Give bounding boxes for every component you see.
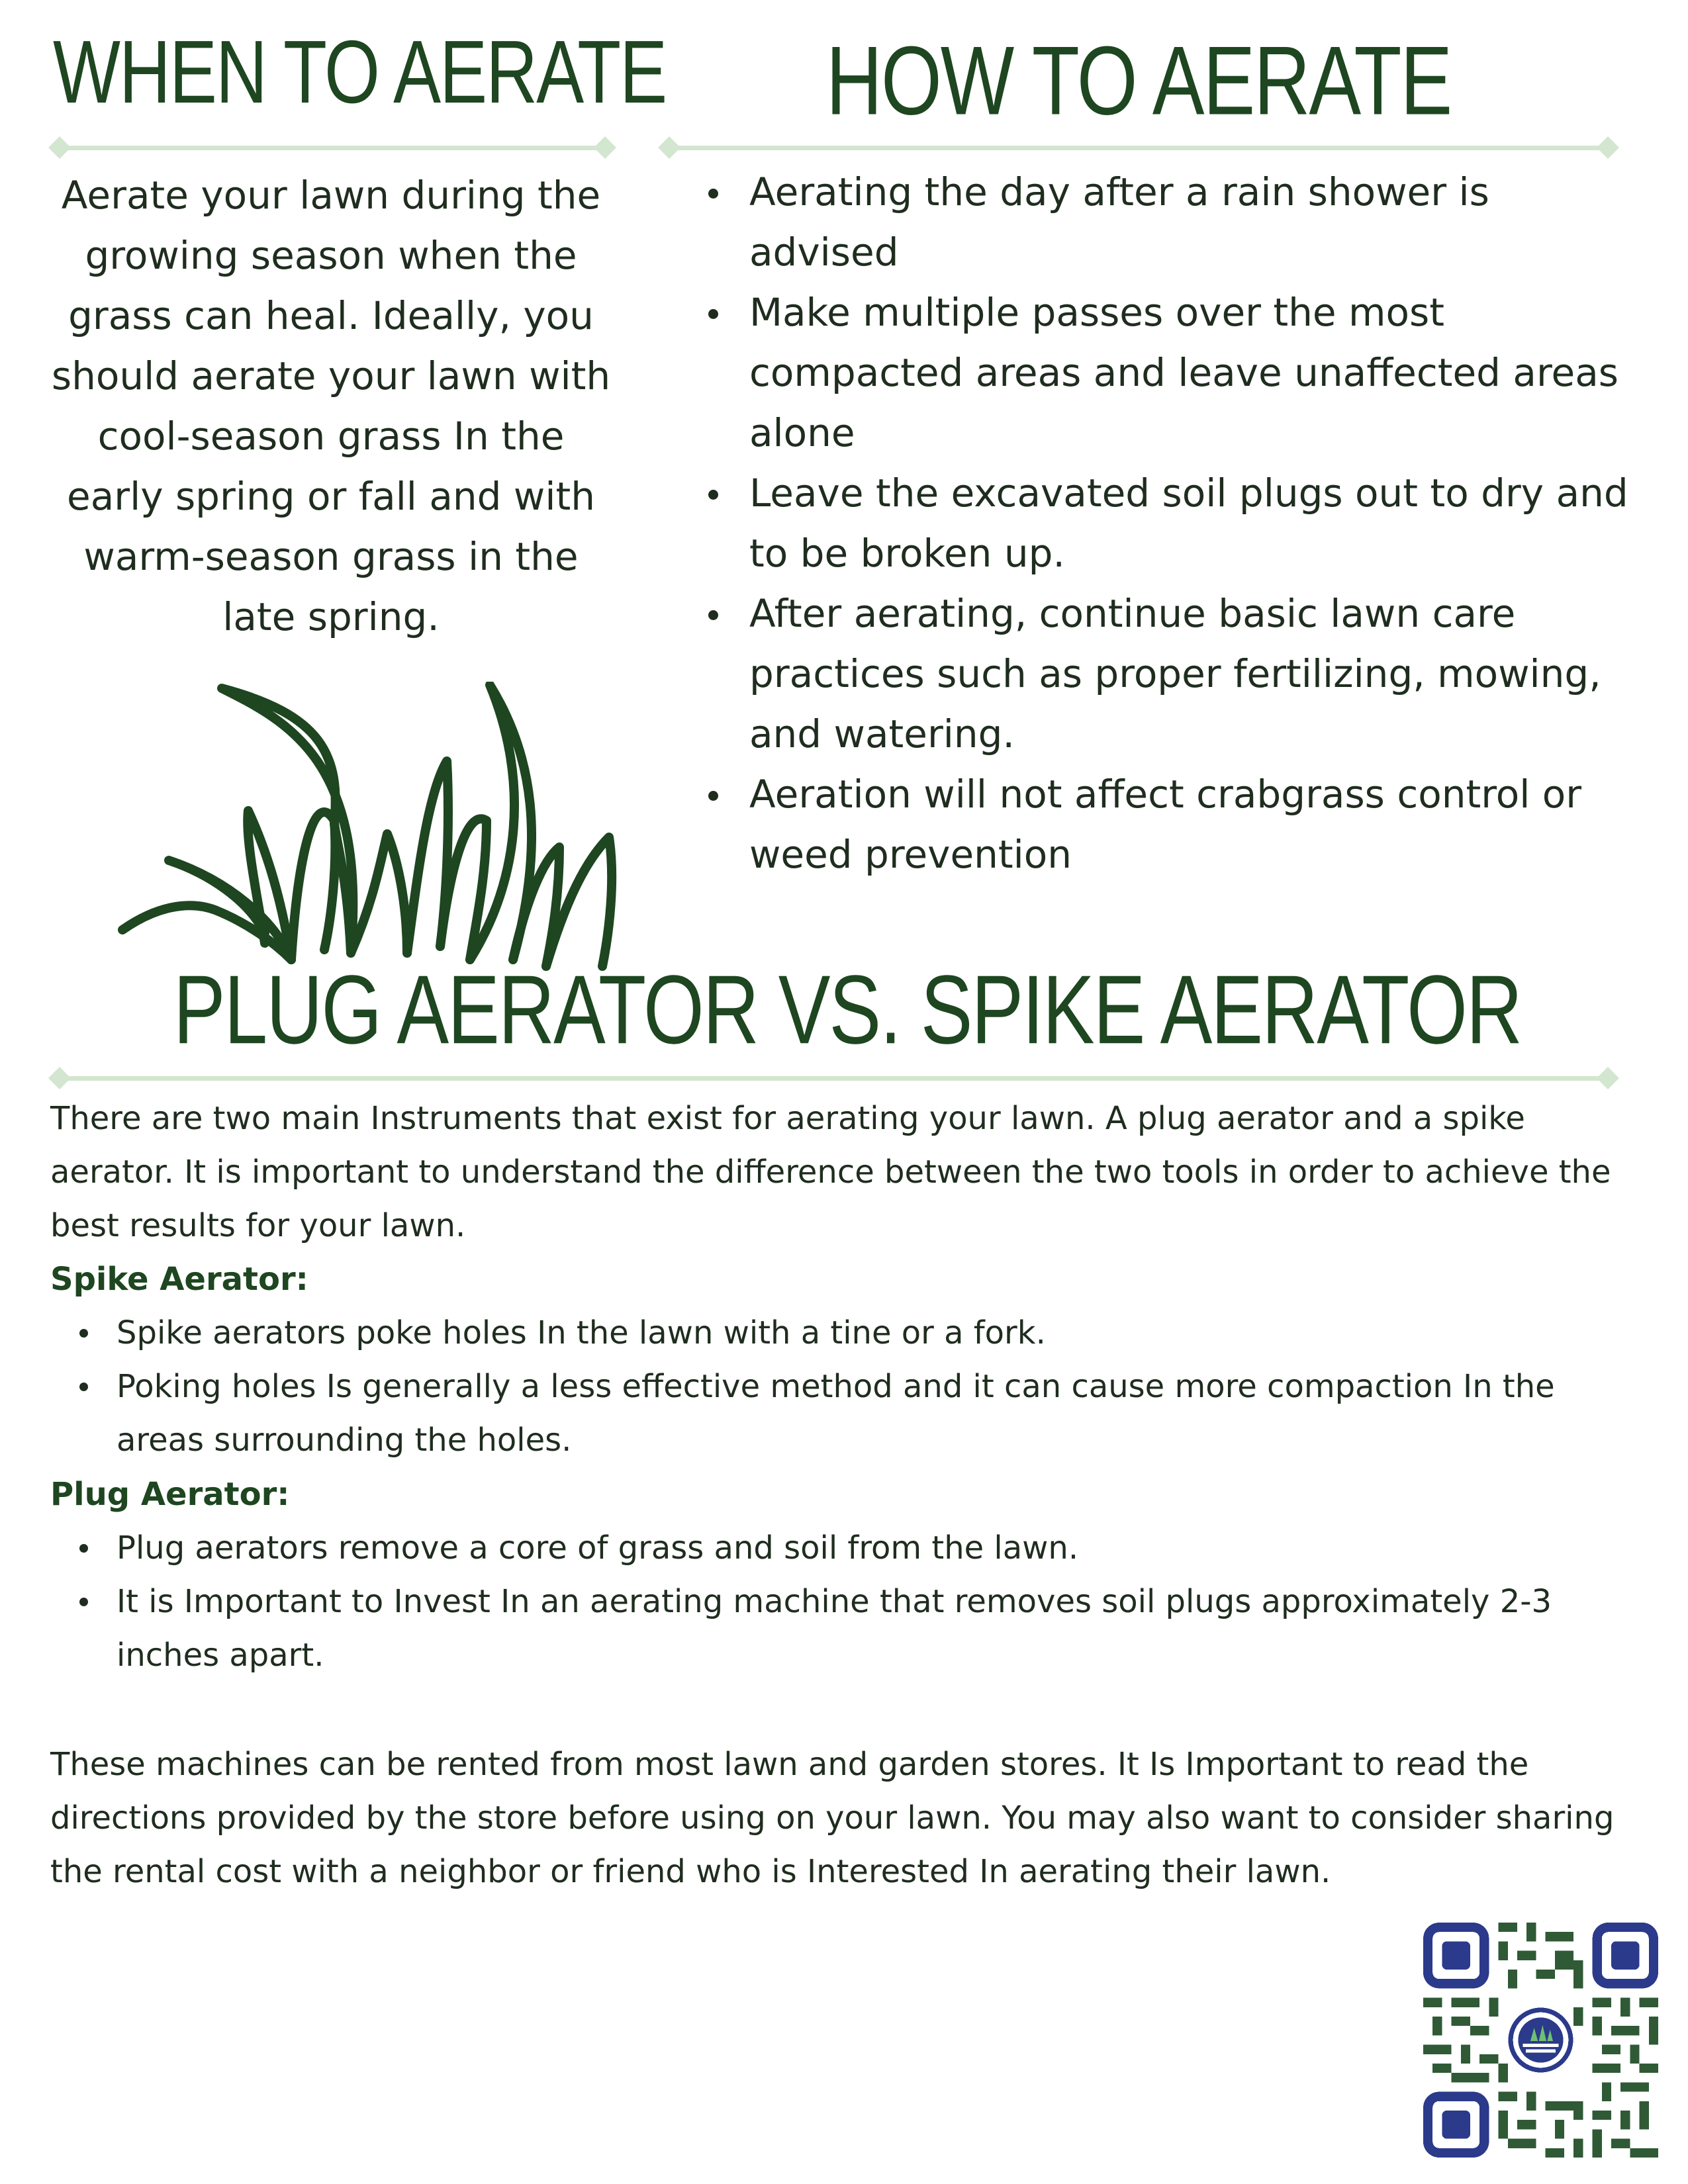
- list-item: Aerating the day after a rain shower is advised: [702, 162, 1628, 283]
- plug-vs-spike-heading: PLUG AERATOR VS. SPIKE AERATOR: [173, 955, 1522, 1065]
- how-to-aerate-heading: HOW TO AERATE: [825, 26, 1452, 136]
- list-item: Poking holes Is generally a less effective method and it can cause more compaction In the areas surrounding the holes.: [50, 1360, 1632, 1467]
- grass-icon: [116, 682, 619, 973]
- comparison-divider: [49, 1068, 1618, 1088]
- list-item: Spike aerators poke holes In the lawn with a tine or a fork.: [50, 1306, 1632, 1360]
- when-divider: [49, 138, 616, 158]
- list-item: Make multiple passes over the most compacted areas and leave unaffected areas alone: [702, 283, 1628, 463]
- plug-aerator-label: Plug Aerator:: [50, 1476, 290, 1513]
- when-to-aerate-heading: WHEN TO AERATE: [53, 21, 667, 122]
- when-to-aerate-text: Aerate your lawn during the growing season when the grass can heal. Ideally, you should aerate your lawn with cool-season grass In the early spring or fall and with warm-season grass in the late spring.: [51, 173, 611, 639]
- qr-code-icon[interactable]: [1423, 1923, 1658, 2158]
- spike-aerator-label: Spike Aerator:: [50, 1261, 308, 1298]
- how-divider: [659, 138, 1618, 158]
- closing-paragraph: These machines can be rented from most lawn and garden stores. It Is Important to read the directions provided by the store before using on your lawn. You may also want to consider sharing the rental cost with a neighbor or friend who is Interested In aerating their lawn.: [50, 1746, 1615, 1890]
- how-to-aerate-list: [702, 162, 1628, 885]
- comparison-intro: There are two main Instruments that exist for aerating your lawn. A plug aerator and a spike aerator. It is important to understand the difference between the two tools in order to achieve the best results for your lawn.: [50, 1100, 1611, 1244]
- plug-aerator-list: [50, 1522, 1632, 1682]
- list-item: Aeration will not affect crabgrass control or weed prevention: [702, 764, 1628, 885]
- list-item: It is Important to Invest In an aerating machine that removes soil plugs approximately 2-3 inches apart.: [50, 1575, 1632, 1682]
- spike-aerator-list: [50, 1306, 1632, 1467]
- list-item: After aerating, continue basic lawn care practices such as proper fertilizing, mowing, and watering.: [702, 584, 1628, 764]
- list-item: Leave the excavated soil plugs out to dry and to be broken up.: [702, 463, 1628, 584]
- list-item: Plug aerators remove a core of grass and soil from the lawn.: [50, 1522, 1632, 1575]
